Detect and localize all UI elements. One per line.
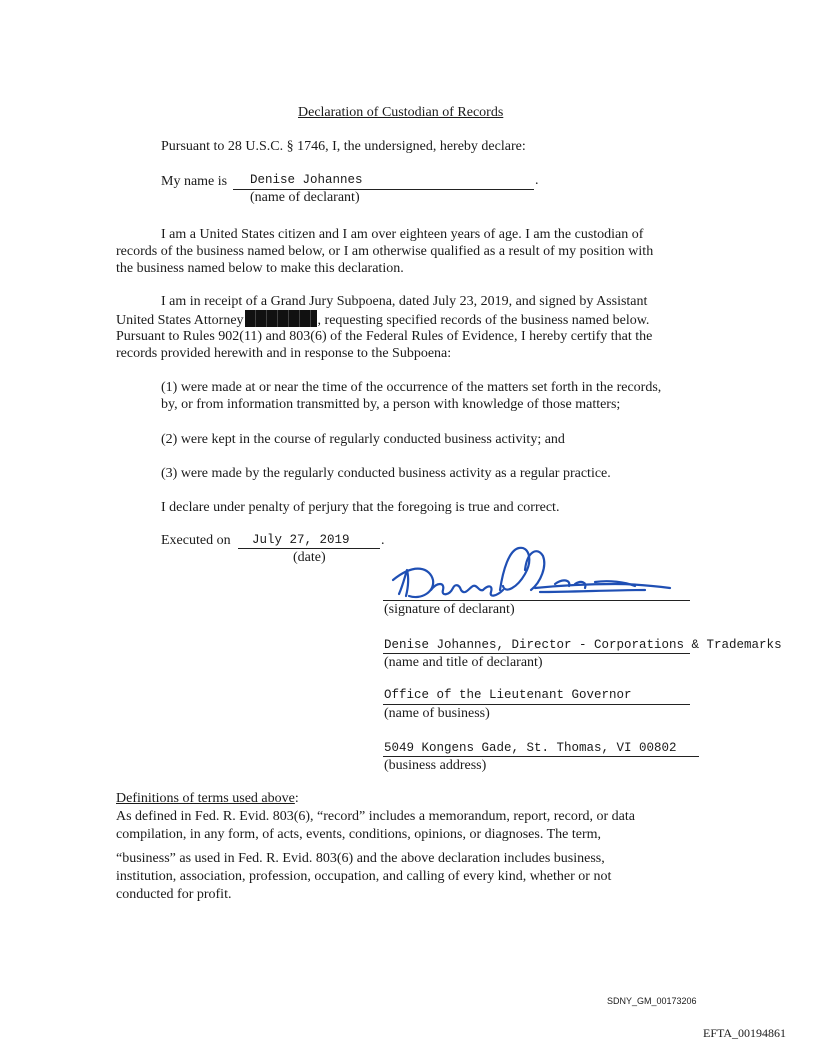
definitions-line3: “business” as used in Fed. R. Evid. 803(6) and the above declaration includes business, (116, 851, 605, 866)
penalty-statement: I declare under penalty of perjury that the foregoing is true and correct. (161, 500, 560, 515)
name-prefix: My name is (161, 174, 228, 189)
signature-caption: (signature of declarant) (384, 602, 515, 617)
para1-line2: records of the business named below, or I am otherwise qualified as a result of my position with (116, 244, 654, 259)
para2-line3: Pursuant to Rules 902(11) and 803(6) of the Federal Rules of Evidence, I hereby certify that the (116, 329, 653, 344)
redaction-block (245, 310, 317, 327)
name-suffix: . (535, 173, 539, 188)
definitions-line2: compilation, in any form, of acts, events, conditions, opinions, or diagnoses. The term, (116, 827, 601, 842)
name-title-value: Denise Johannes, Director - Corporations & Trademarks (384, 638, 782, 652)
para1-line3: the business named below to make this declaration. (116, 261, 404, 276)
para2-line4: records provided herewith and in response to the Subpoena: (116, 346, 452, 361)
business-address-value: 5049 Kongens Gade, St. Thomas, VI 00802 (384, 741, 677, 755)
definitions-heading-row (116, 790, 299, 808)
executed-suffix: . (381, 533, 385, 548)
executed-date-value: July 27, 2019 (252, 533, 350, 547)
para1-line1: I am a United States citizen and I am over eighteen years of age. I am the custodian of (161, 227, 644, 242)
para2-line1: I am in receipt of a Grand Jury Subpoena, dated July 23, 2019, and signed by Assistant (161, 294, 648, 309)
para2-line2 (116, 310, 649, 330)
definitions-line4: institution, association, profession, occupation, and calling of every kind, whether or not (116, 869, 612, 884)
executed-label: Executed on (161, 533, 231, 548)
item3: (3) were made by the regularly conducted business activity as a regular practice. (161, 466, 611, 481)
intro-statement: Pursuant to 28 U.S.C. § 1746, I, the undersigned, hereby declare: (161, 139, 526, 154)
signature-image (385, 540, 690, 605)
definitions-line5: conducted for profit. (116, 887, 232, 902)
business-name-caption: (name of business) (384, 706, 490, 721)
definitions-heading: Definitions of terms used above (116, 791, 295, 806)
date-caption: (date) (293, 550, 326, 565)
item2: (2) were kept in the course of regularly conducted business activity; and (161, 432, 565, 447)
para2-line2-prefix: United States Attorney (116, 313, 244, 328)
para2-line2-suffix: , requesting specified records of the business named below. (317, 313, 650, 328)
item1-line1: (1) were made at or near the time of the occurrence of the matters set forth in the records, (161, 380, 662, 395)
item1-line2: by, or from information transmitted by, a person with knowledge of those matters; (161, 397, 621, 412)
business-address-caption: (business address) (384, 758, 487, 773)
efta-number: EFTA_00194861 (703, 1026, 787, 1040)
document-title: Declaration of Custodian of Records (298, 105, 504, 120)
bates-number: SDNY_GM_00173206 (607, 996, 697, 1006)
name-title-caption: (name and title of declarant) (384, 655, 543, 670)
name-caption: (name of declarant) (250, 190, 360, 205)
declarant-name-value: Denise Johannes (250, 173, 363, 187)
definitions-line1: As defined in Fed. R. Evid. 803(6), “record” includes a memorandum, report, record, or data (116, 809, 635, 824)
definitions-heading-colon: : (294, 791, 299, 806)
business-name-value: Office of the Lieutenant Governor (384, 688, 632, 702)
